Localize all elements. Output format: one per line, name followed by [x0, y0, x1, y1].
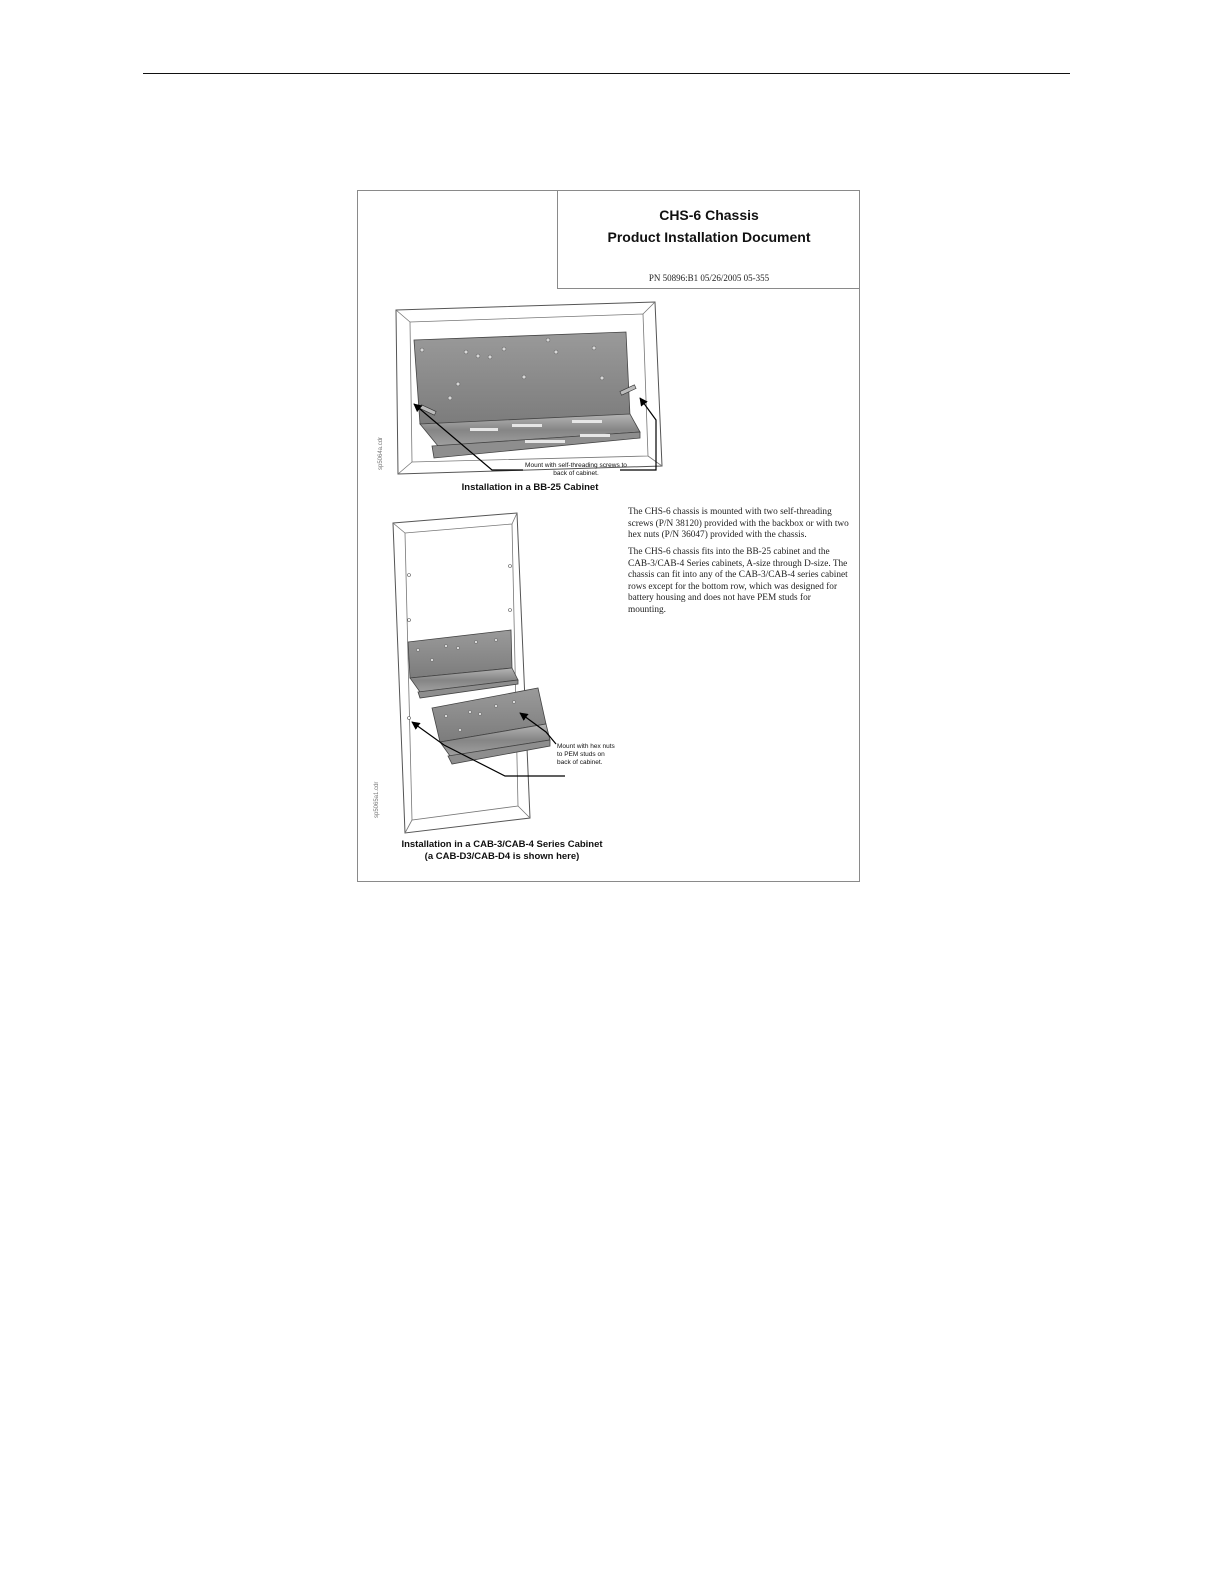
figure2-code: sp5065a1.cdr [374, 781, 380, 818]
document-subtitle: Product Installation Document [607, 229, 811, 245]
figure2-caption-line1: Installation in a CAB-3/CAB-4 Series Cabinet [401, 839, 603, 850]
bb25-cabinet-drawing [396, 302, 662, 474]
body-paragraph-1: The CHS-6 chassis is mounted with two self-threading screws (P/N 38120) provided with the backbox or with two hex nuts (P/N 36047) provided with the chassis. [628, 507, 849, 541]
figure2-caption-line2: (a CAB-D3/CAB-D4 is shown here) [424, 851, 580, 862]
cab-series-cabinet-drawing [393, 513, 565, 833]
figure1-code: sp5064a.cdr [378, 436, 384, 470]
figure2-caption [378, 839, 626, 863]
document-title: CHS-6 Chassis [659, 207, 759, 223]
figure2-callout: Mount with hex nuts to PEM studs on back of cabinet. [557, 743, 615, 766]
figure1-callout: Mount with self-threading screws to back of cabinet. [525, 462, 627, 477]
figure1-caption: Installation in a BB-25 Cabinet [461, 482, 599, 493]
part-number-line: PN 50896:B1 05/26/2005 05-355 [648, 273, 770, 283]
body-paragraph-2: The CHS-6 chassis fits into the BB-25 cabinet and the CAB-3/CAB-4 Series cabinets, A-size through D-size. The chassis can fit into any of the CAB-3/CAB-4 series cabinet rows except for the bottom row, which was designed for battery housing and does not have PEM studs for mounting. [628, 547, 848, 615]
